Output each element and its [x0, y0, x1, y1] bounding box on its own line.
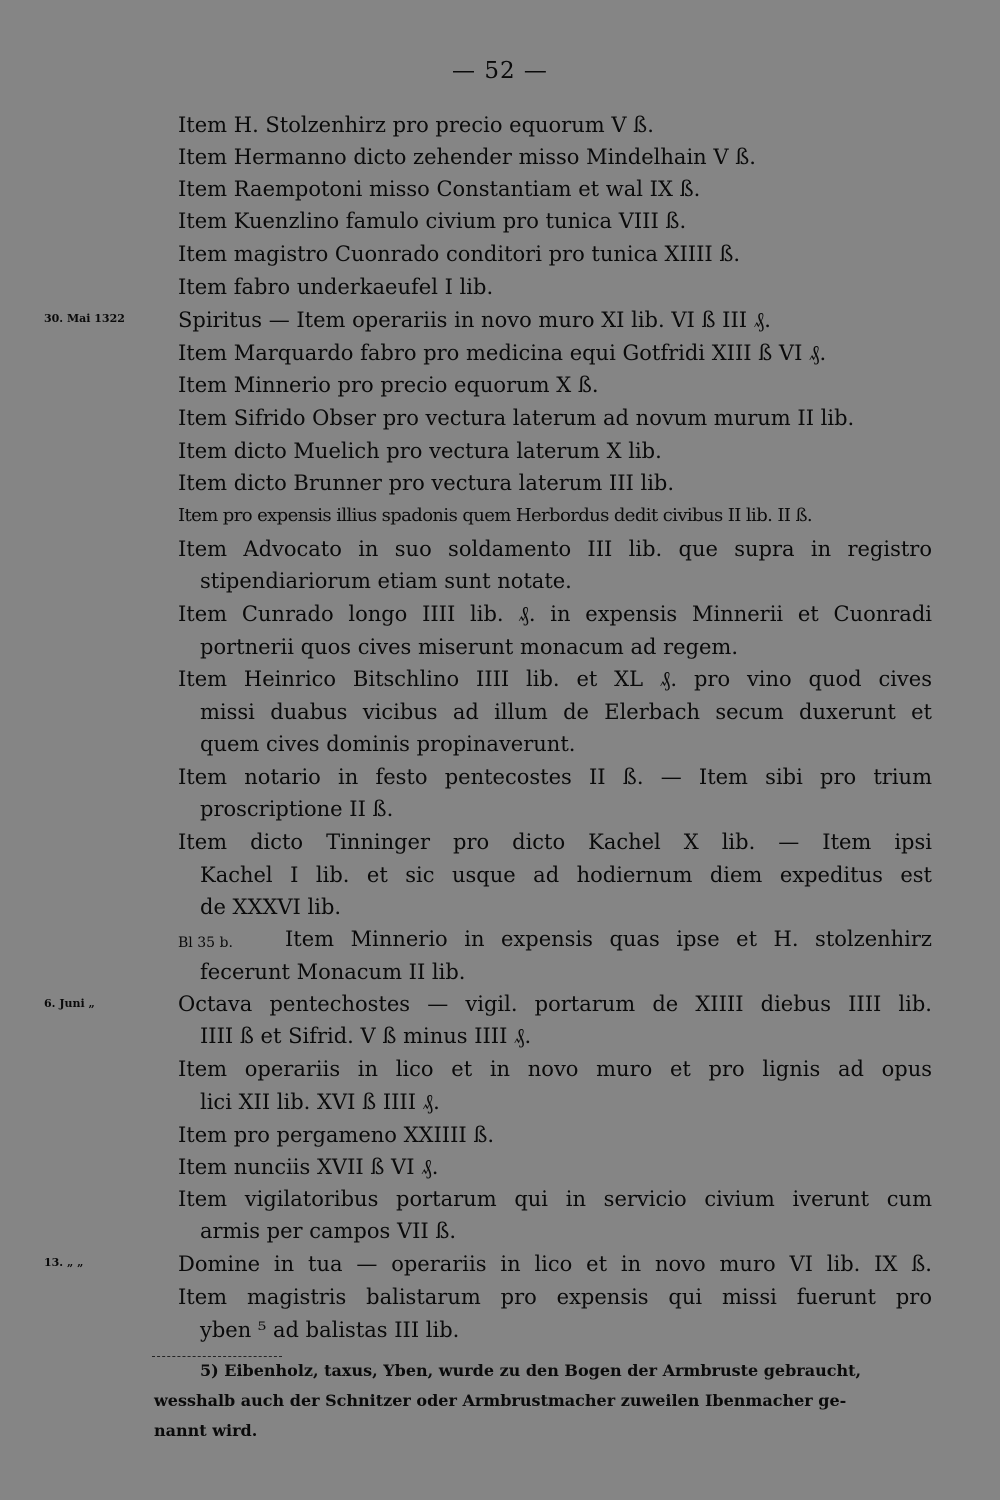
text-line: Item nunciis XVII ß VI ₰. [178, 1155, 439, 1179]
footnote-line: nannt wird. [154, 1421, 258, 1440]
text-line: stipendiariorum etiam sunt notate. [200, 569, 572, 593]
text-line: Item Raempotoni misso Constantiam et wal IX ß. [178, 177, 701, 201]
footnote-line: wesshalb auch der Schnitzer oder Armbrustmacher zuweilen Ibenmacher ge- [154, 1391, 847, 1410]
text-line: Octava pentechostes — vigil. portarum de XIIII diebus IIII lib. [178, 992, 932, 1016]
text-line: IIII ß et Sifrid. V ß minus IIII ₰. [200, 1024, 532, 1048]
text-line: Item fabro underkaeufel I lib. [178, 275, 494, 299]
text-line: yben ⁵ ad balistas III lib. [200, 1318, 460, 1342]
text-line: Item H. Stolzenhirz pro precio equorum V ß. [178, 113, 654, 137]
text-line: Item dicto Brunner pro vectura laterum III lib. [178, 471, 675, 495]
text-line: proscriptione II ß. [200, 797, 394, 821]
text-line: Item operariis in lico et in novo muro et pro lignis ad opus [178, 1057, 932, 1081]
margin-date-note: 6. Juni „ [44, 997, 95, 1010]
text-line: de XXXVI lib. [200, 895, 342, 919]
text-line: Item dicto Muelich pro vectura laterum X lib. [178, 439, 662, 463]
text-line: Item Heinrico Bitschlino IIII lib. et XL ₰. pro vino quod cives [178, 667, 932, 691]
footnote-rule [152, 1356, 282, 1357]
text-line: Item Hermanno dicto zehender misso Mindelhain V ß. [178, 145, 756, 169]
text-line: Item Minnerio in expensis quas ipse et H. stolzenhirz [285, 927, 932, 951]
margin-date-note: 30. Mai 1322 [44, 312, 125, 325]
text-line: Item Advocato in suo soldamento III lib. que supra in registro [178, 537, 932, 561]
text-line: Item Minnerio pro precio equorum X ß. [178, 373, 599, 397]
text-line: Item pro pergameno XXIIII ß. [178, 1123, 495, 1147]
text-line: fecerunt Monacum II lib. [200, 960, 466, 984]
text-line: Domine in tua — operariis in lico et in novo muro VI lib. IX ß. [178, 1252, 932, 1276]
text-line: Item vigilatoribus portarum qui in servicio civium iverunt cum [178, 1187, 932, 1211]
text-line: Item magistris balistarum pro expensis qui missi fuerunt pro [178, 1285, 932, 1309]
text-line: Item Cunrado longo IIII lib. ₰. in expensis Minnerii et Cuonradi [178, 602, 932, 626]
text-line: armis per campos VII ß. [200, 1219, 457, 1243]
text-line: portnerii quos cives miserunt monacum ad regem. [200, 635, 739, 659]
text-line: quem cives dominis propinaverunt. [200, 732, 576, 756]
text-line: lici XII lib. XVI ß IIII ₰. [200, 1090, 440, 1114]
text-line: Item Marquardo fabro pro medicina equi Gotfridi XIII ß VI ₰. [178, 341, 827, 365]
folio-reference: Bl 35 b. [178, 935, 233, 951]
margin-date-note: 13. „ „ [44, 1256, 84, 1269]
text-line: Item Sifrido Obser pro vectura laterum ad novum murum II lib. [178, 406, 855, 430]
text-line: Item magistro Cuonrado conditori pro tunica XIIII ß. [178, 242, 741, 266]
text-line: Kachel I lib. et sic usque ad hodiernum diem expeditus est [200, 863, 932, 887]
text-line: Spiritus — Item operariis in novo muro XI lib. VI ß III ₰. [178, 308, 771, 332]
text-line: missi duabus vicibus ad illum de Elerbach secum duxerunt et [200, 700, 932, 724]
text-line: Item Kuenzlino famulo civium pro tunica VIII ß. [178, 209, 687, 233]
footnote-line: 5) Eibenholz, taxus, Yben, wurde zu den Bogen der Armbruste gebraucht, [200, 1361, 862, 1380]
page-number: — 52 — [452, 58, 548, 84]
text-line: Item notario in festo pentecostes II ß. — Item sibi pro trium [178, 765, 932, 789]
text-line: Item pro expensis illius spadonis quem Herbordus dedit civibus II lib. II ß. [178, 505, 813, 526]
text-line: Item dicto Tinninger pro dicto Kachel X lib. — Item ipsi [178, 830, 932, 854]
